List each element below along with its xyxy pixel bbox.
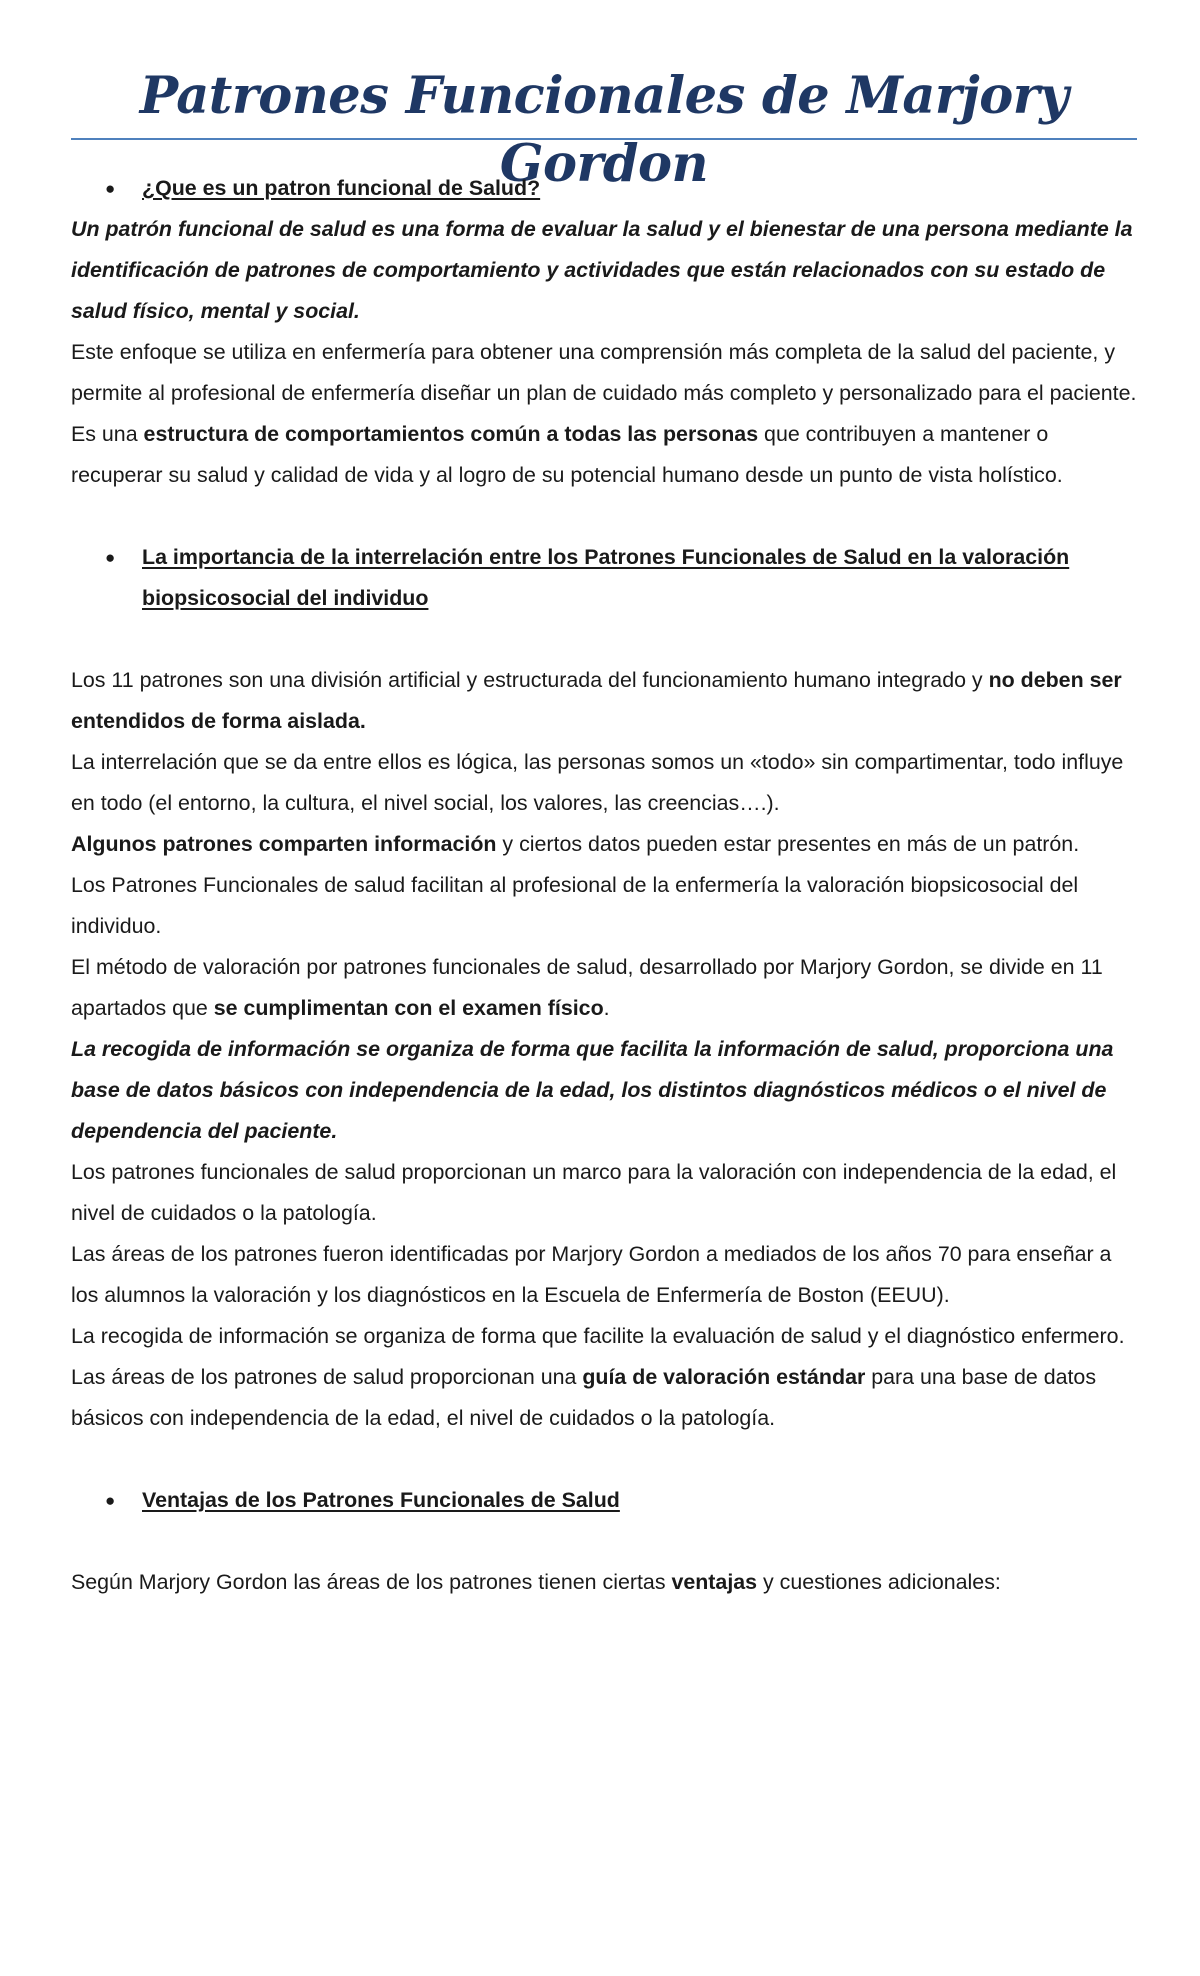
section-heading-text: La importancia de la interrelación entre los Patrones Funcionales de Salud en la valoración biopsicosocial del individuo bbox=[142, 545, 1070, 610]
spacer bbox=[71, 1439, 1141, 1480]
paragraph: Los patrones funcionales de salud proporcionan un marco para la valoración con independencia de la edad, el nivel de cuidados o la patología. bbox=[71, 1160, 1117, 1225]
paragraph-text: para una base de datos básicos con independencia de la edad, el nivel de cuidados o la patología. bbox=[71, 1365, 1097, 1430]
paragraph-text: El método de valoración por patrones funcionales de salud, desarrollado por Marjory Gordon, se divide en 11 apartados que bbox=[71, 955, 1103, 1020]
paragraph bbox=[71, 1357, 1141, 1439]
paragraph: Las áreas de los patrones fueron identificadas por Marjory Gordon a mediados de los años 70 para enseñar a los alumnos la valoración y los diagnósticos en la Escuela de Enfermería de Boston (EEUU). bbox=[71, 1242, 1112, 1307]
paragraph-emphasis: ventajas bbox=[671, 1570, 758, 1594]
paragraph-text: y ciertos datos pueden estar presentes en más de un patrón. bbox=[496, 832, 1080, 856]
bullet-icon: ● bbox=[105, 1491, 116, 1510]
paragraph: La recogida de información se organiza de forma que facilite la evaluación de salud y el diagnóstico enfermero. bbox=[71, 1324, 1125, 1348]
paragraph-text: que contribuyen a mantener o recuperar su salud y calidad de vida y al logro de su potencial humano desde un punto de vista holístico. bbox=[71, 422, 1063, 487]
paragraph-text: Según Marjory Gordon las áreas de los patrones tienen ciertas bbox=[71, 1570, 672, 1594]
section-heading-text: ¿Que es un patron funcional de Salud? bbox=[142, 176, 541, 200]
paragraph-emphasis: se cumplimentan con el examen físico bbox=[213, 996, 604, 1020]
paragraph bbox=[71, 1562, 1141, 1603]
paragraph bbox=[71, 947, 1141, 1029]
page-title: Patrones Funcionales de Marjory Gordon bbox=[139, 66, 1069, 194]
paragraph-emphasis: guía de valoración estándar bbox=[582, 1365, 866, 1389]
paragraph: La recogida de información se organiza de forma que facilita la información de salud, proporciona una base de datos básicos con independencia de la edad, los distintos diagnósticos médicos o el nivel de dependencia del paciente. bbox=[71, 1037, 1114, 1143]
section-heading-que-es bbox=[71, 168, 1141, 209]
paragraph-text: y cuestiones adicionales: bbox=[757, 1570, 1001, 1594]
paragraph-emphasis: Algunos patrones comparten información bbox=[71, 832, 497, 856]
spacer bbox=[71, 619, 1141, 660]
bullet-icon: ● bbox=[105, 179, 116, 198]
paragraph-text: Las áreas de los patrones de salud proporcionan una bbox=[71, 1365, 583, 1389]
document-body bbox=[71, 168, 1141, 1603]
paragraph bbox=[71, 414, 1141, 496]
section-heading-text: Ventajas de los Patrones Funcionales de Salud bbox=[142, 1488, 620, 1512]
spacer bbox=[71, 496, 1141, 537]
paragraph: Este enfoque se utiliza en enfermería para obtener una comprensión más completa de la salud del paciente, y permite al profesional de enfermería diseñar un plan de cuidado más completo y personalizado para el paciente. bbox=[71, 340, 1137, 405]
paragraph: Los Patrones Funcionales de salud facilitan al profesional de la enfermería la valoración biopsicosocial del individuo. bbox=[71, 873, 1079, 938]
paragraph-text: . bbox=[603, 996, 610, 1020]
paragraph: La interrelación que se da entre ellos es lógica, las personas somos un «todo» sin compartimentar, todo influye en todo (el entorno, la cultura, el nivel social, los valores, las creencias….). bbox=[71, 750, 1124, 815]
spacer bbox=[71, 1521, 1141, 1562]
paragraph bbox=[71, 660, 1141, 742]
bullet-icon: ● bbox=[105, 548, 116, 567]
paragraph-emphasis: no deben ser entendidos de forma aislada. bbox=[71, 668, 1122, 733]
paragraph-text: Es una bbox=[71, 422, 144, 446]
paragraph-text: Los 11 patrones son una división artificial y estructurada del funcionamiento humano integrado y bbox=[71, 668, 989, 692]
paragraph-emphasis: estructura de comportamientos común a todas las personas bbox=[143, 422, 759, 446]
title-divider bbox=[71, 138, 1137, 140]
paragraph: Un patrón funcional de salud es una forma de evaluar la salud y el bienestar de una persona mediante la identificación de patrones de comportamiento y actividades que están relacionados con su estado de salud físico, mental y social. bbox=[71, 217, 1133, 323]
section-heading-ventajas bbox=[71, 1480, 1141, 1521]
section-heading-importancia bbox=[71, 537, 1141, 619]
paragraph bbox=[71, 824, 1141, 865]
